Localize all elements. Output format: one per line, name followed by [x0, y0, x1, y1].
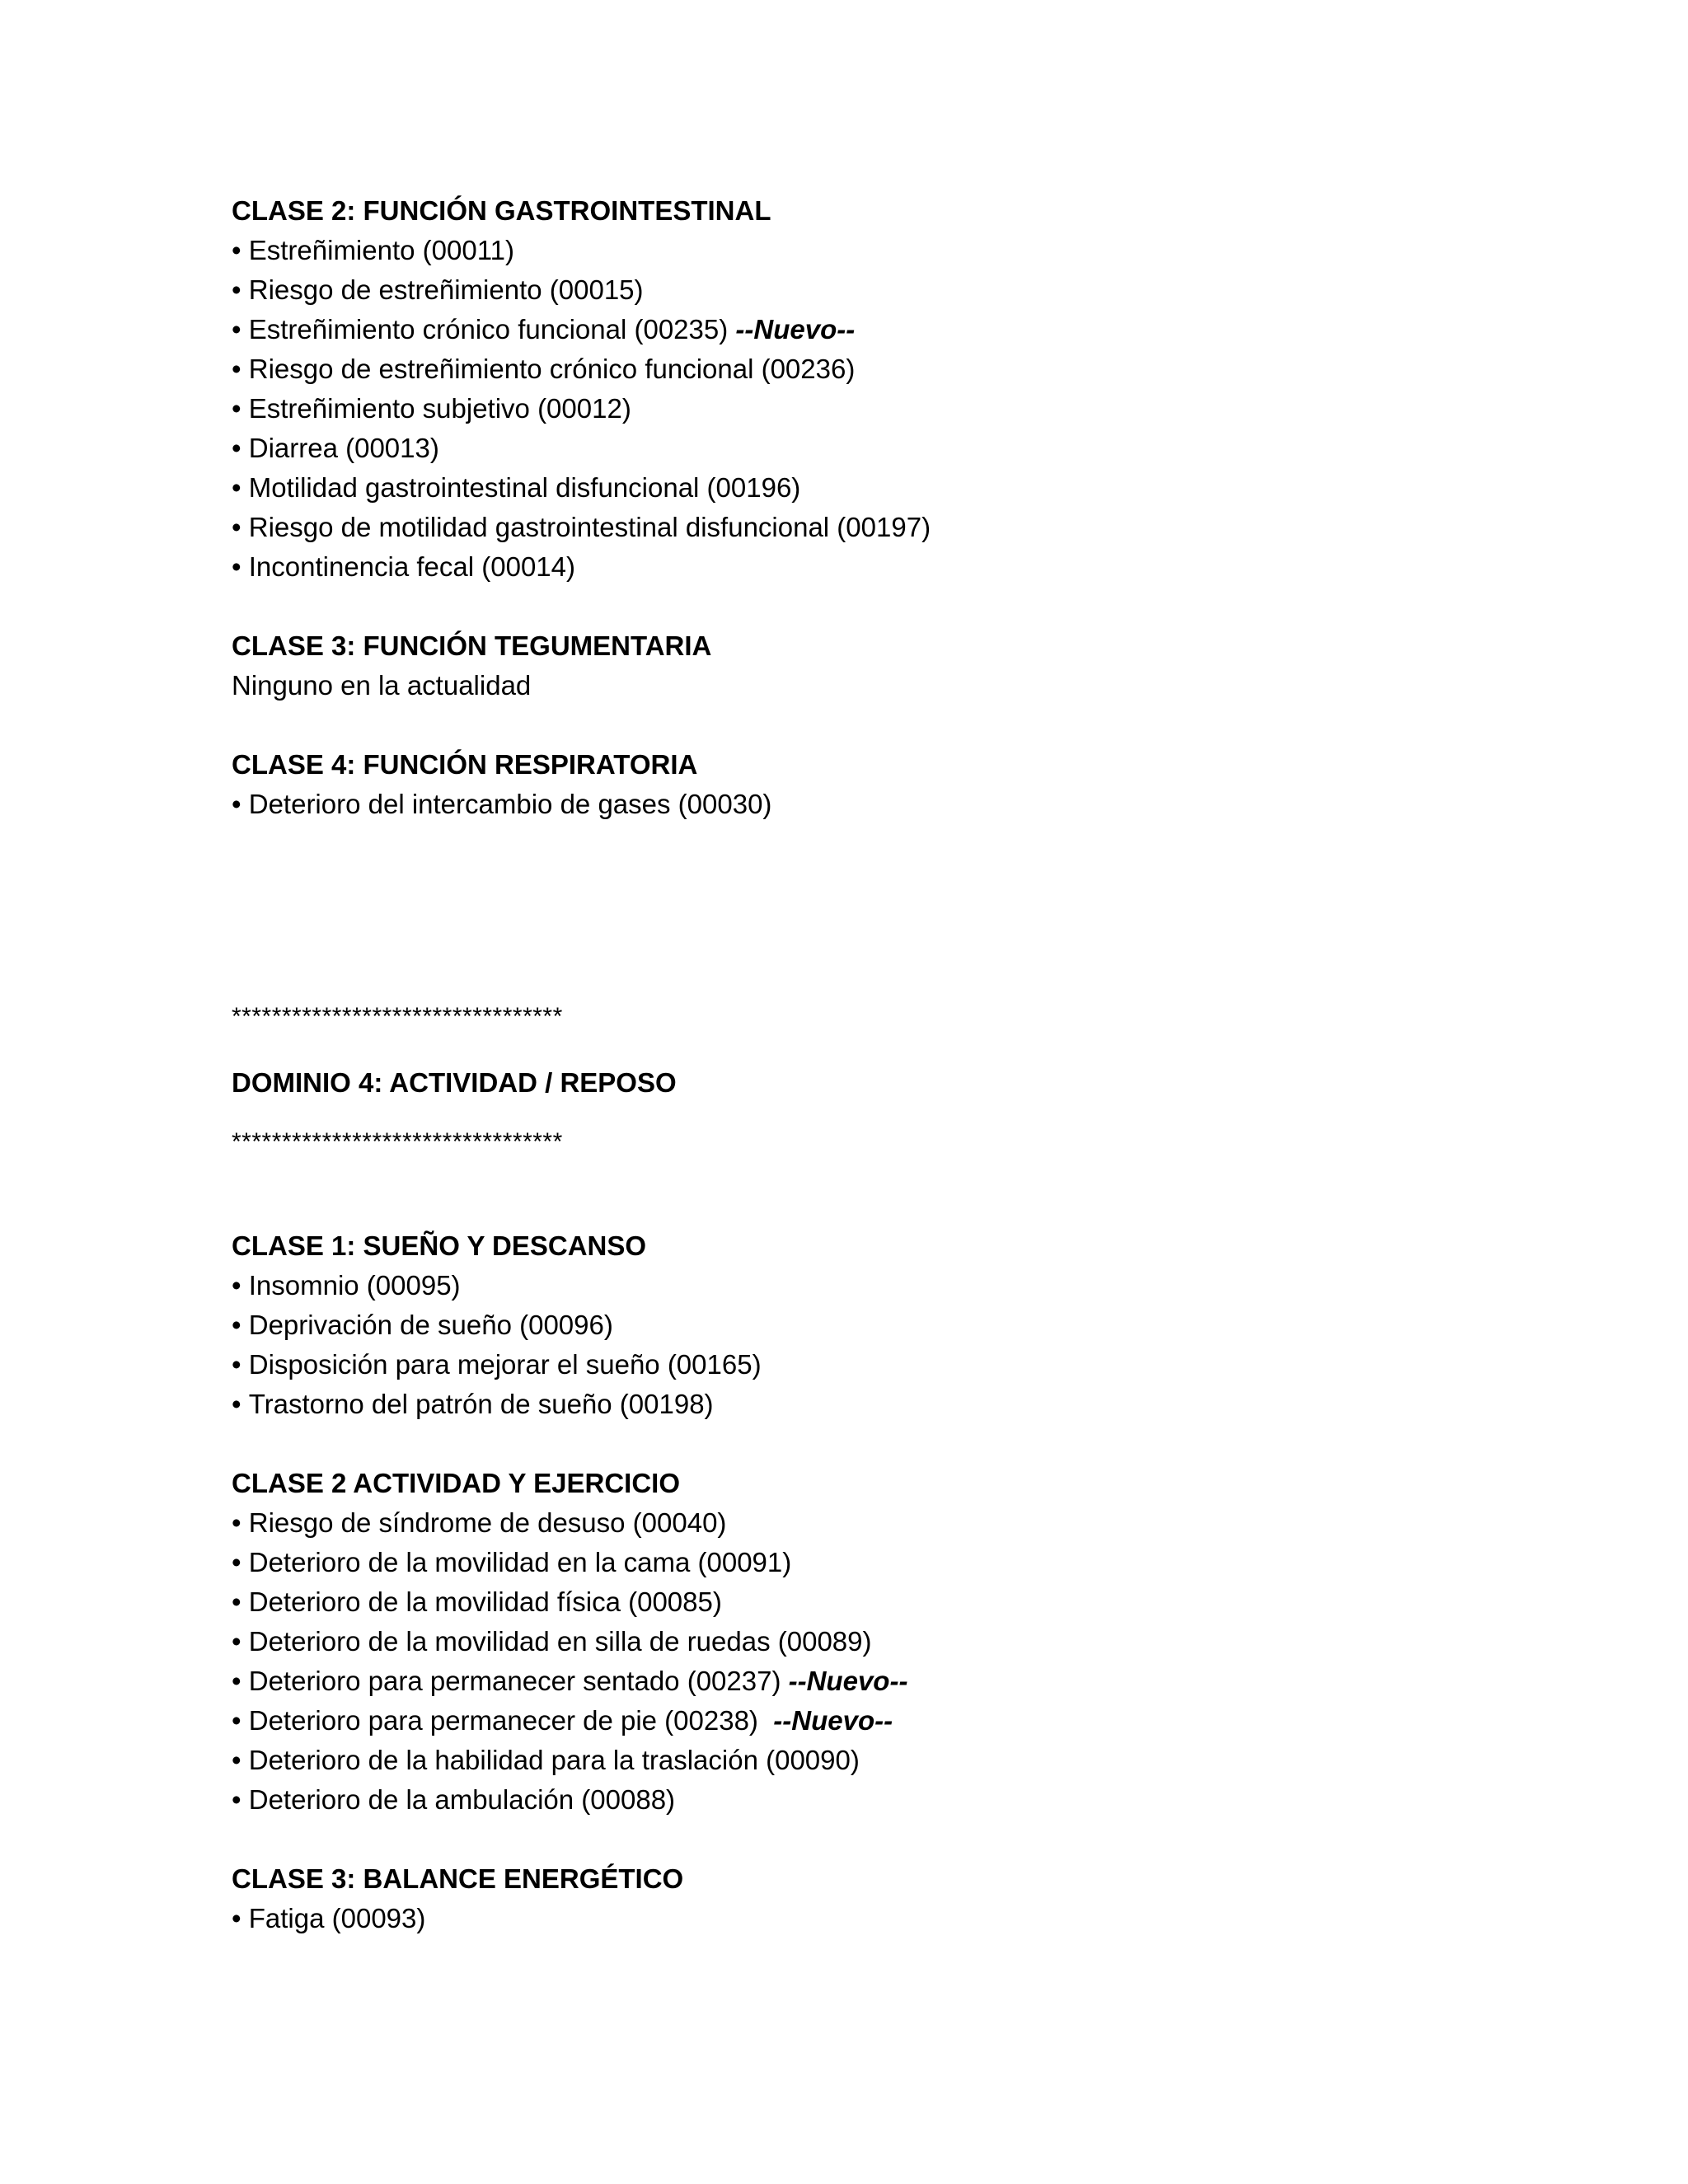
- list-item: • Estreñimiento crónico funcional (00235) --Nuevo--: [232, 310, 1550, 349]
- domain-banner: [232, 997, 1550, 1037]
- list-item: • Deterioro de la movilidad en la cama (00091): [232, 1543, 1550, 1582]
- list-item: • Insomnio (00095): [232, 1266, 1550, 1305]
- new-tag: --Nuevo--: [773, 1705, 893, 1736]
- section-heading: CLASE 2 ACTIVIDAD Y EJERCICIO: [232, 1468, 681, 1498]
- section-heading: CLASE 3: BALANCE ENERGÉTICO: [232, 1863, 684, 1894]
- list-item: • Estreñimiento subjetivo (00012): [232, 389, 1550, 429]
- list-item: • Deterioro de la movilidad en silla de ruedas (00089): [232, 1622, 1550, 1661]
- list-item: • Riesgo de motilidad gastrointestinal disfuncional (00197): [232, 508, 1550, 547]
- section-clase2-gastrointestinal: [232, 191, 1550, 587]
- list-item: • Deterioro para permanecer sentado (00237) --Nuevo--: [232, 1661, 1550, 1701]
- section-heading: CLASE 1: SUEÑO Y DESCANSO: [232, 1230, 647, 1261]
- list-item: • Trastorno del patrón de sueño (00198): [232, 1385, 1550, 1424]
- section-clase3-energetico: [232, 1859, 1550, 1938]
- list-item: • Disposición para mejorar el sueño (00165): [232, 1345, 1550, 1385]
- list-item: • Deterioro para permanecer de pie (00238) --Nuevo--: [232, 1701, 1550, 1741]
- new-tag: --Nuevo--: [788, 1666, 908, 1696]
- section-heading: CLASE 4: FUNCIÓN RESPIRATORIA: [232, 749, 698, 780]
- list-item: • Diarrea (00013): [232, 429, 1550, 468]
- list-item: • Estreñimiento (00011): [232, 231, 1550, 270]
- list-item: • Riesgo de síndrome de desuso (00040): [232, 1503, 1550, 1543]
- list-item: • Riesgo de estreñimiento (00015): [232, 270, 1550, 310]
- stars-divider-top: *********************************: [232, 1003, 563, 1030]
- list-item: • Deterioro de la movilidad física (00085): [232, 1582, 1550, 1622]
- list-item: • Deterioro de la ambulación (00088): [232, 1780, 1550, 1820]
- section-heading: CLASE 3: FUNCIÓN TEGUMENTARIA: [232, 630, 712, 661]
- domain-title: DOMINIO 4: ACTIVIDAD / REPOSO: [232, 1067, 677, 1098]
- list-item: • Motilidad gastrointestinal disfuncional (00196): [232, 468, 1550, 508]
- list-item: • Deprivación de sueño (00096): [232, 1305, 1550, 1345]
- list-item: • Riesgo de estreñimiento crónico funcional (00236): [232, 349, 1550, 389]
- section-clase2-actividad: [232, 1464, 1550, 1820]
- section-heading: CLASE 2: FUNCIÓN GASTROINTESTINAL: [232, 195, 771, 226]
- section-clase4-respiratoria: [232, 745, 1550, 824]
- stars-divider-bottom: *********************************: [232, 1128, 563, 1155]
- list-item: • Deterioro de la habilidad para la traslación (00090): [232, 1741, 1550, 1780]
- section-clase1-sueno: [232, 1226, 1550, 1424]
- section-text: Ninguno en la actualidad: [232, 670, 532, 701]
- domain-title-block: [232, 1063, 1550, 1103]
- list-item: • Fatiga (00093): [232, 1899, 1550, 1938]
- list-item: • Deterioro del intercambio de gases (00030): [232, 785, 1550, 824]
- list-item: • Incontinencia fecal (00014): [232, 547, 1550, 587]
- domain-banner-bottom: [232, 1122, 1550, 1162]
- section-clase3-tegumentaria: [232, 626, 1550, 705]
- new-tag: --Nuevo--: [735, 314, 856, 344]
